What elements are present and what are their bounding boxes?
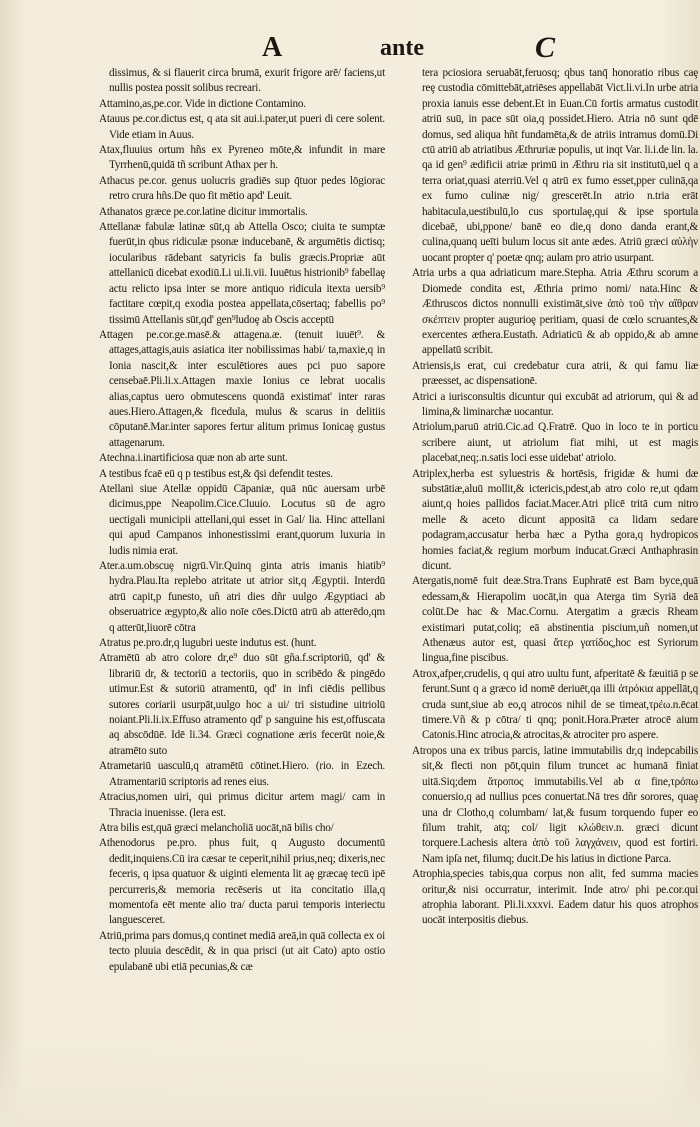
left-column [99, 66, 385, 975]
dictionary-entry: A testibus fcaē eū q p testibus est,& q̄si defendit testes. [99, 467, 333, 480]
dictionary-entry: Atriolum,paruū atriū.Cic.ad Q.Fratrē. Quo in loco te in porticu scribere aiunt, ut atriolum fiat mihi, ut est magis placebat,neq;.n.satis loci esse uidebat' atriolo. [412, 421, 698, 465]
dictionary-entry: Attagen pe.cor.ge.masē.& attagena.æ. (tenuit iuuēt⁹. & attages,attagis,auis asiatica iter nobilissimas habi/ ta,maxie,q in Ionia nascit,& inter esculētiores aues pci puo sapore censebaē.Pli.li.x.Attagen maxie Ionius ce lebrat uocalis alias,captus uero obmutescens quondā existimat' inter raras aues.Hiero.Attagen,& ficedula, mulus & scarus in delitiis cōputanē.Mar.inter sapores fertur alitum primus Ionicaȩ gustus attagenarum. [99, 328, 385, 449]
dictionary-entry: Atria urbs a qua adriaticum mare.Stepha. Atria Æthru scorum a Diomede condita est, Æthria primo nomi/ nata.Hinc & Æthruscos dictos nonnulli existimāt,sive ἀπὸ τοῦ τὴν αἴθραν σκέπτειν propter augurioȩ peritiam, quasi de cœlo scruantes,& exercentes æthera.Eustath. Adriaticū & ab oppido,& ab amne appellatū scribit. [412, 267, 698, 357]
running-head [0, 30, 700, 66]
dictionary-entry: dissimus, & si flauerit circa brumā, exurit frigore arē/ faciens,ut nullis postea possit solibus recreari. [109, 67, 385, 95]
dictionary-entry: Athacus pe.cor. genus uolucris gradiēs sup q̄tuor pedes lōgiorac retro crura hñs.De quo fit mētio apd' Leuit. [99, 174, 385, 203]
dictionary-entry: Athenodorus pe.pro. phus fuit, q Augusto documentū dedit,inquiens.Cū ira cæsar te ceperit,nihil prius,neq; dixeris,nec feceris, q ipsa quatuor & uiginti elementa lit aȩ græcaȩ tecū ipē percurreris,& memoria recēseris ut ita concitatio illa,q momentofa eēt mente alio tra/ ducta parui temporis interiectu languesceret. [99, 837, 385, 927]
dictionary-entry: Atax,fluuius ortum hñs ex Pyreneo mōte,& infundit in mare Tyrrhenū,quidā tñ scribunt Athax per h. [99, 144, 385, 172]
dictionary-entry: Atramētū ab atro colore dr,e⁹ duo sūt gña.f.scriptoriū, qd' & librariū dr, & tectoriū a tectoriis, quo in scribēdo & pingēdo utimur.Est & sutoriū atramentū, qd' in infi ciēdis pellibus sutores coriarii usurpāt,uulgo hoc a ui/ tri sistudine uitriolū noiant.Pli.li.ix.Effuso atramento qd' p sanguine his est,offuscata aq abscōdūē. Idē li.34. Græci cognatione æris fecerūt noie,& atramēto suto [99, 652, 385, 757]
running-head-letter-left: A [262, 32, 283, 63]
dictionary-entry: Atrophia,species tabis,qua corpus non alit, fed summa macies oritur,& nisi occurratur, interimit. Inde atro/ phi pe.cor.qui atrophia laborant. Pli.li.xxxvi. Eadem datur his quos atrophos uocāt interpositis diebus. [412, 868, 698, 927]
page-bottom-margin [0, 1037, 700, 1127]
dictionary-entry: Attellanæ fabulæ latinæ sūt,q ab Attella Osco; ciuita te sumptæ fuerūt,in qbus ridiculæ psonæ inducebanē, & argumētis dictisq; iocularibus rādebant satyricis fa bulis græcis.Propriæ aūt attellanicū dicebat exodiū.Li ui.li.vii. Iuuētus histrionib⁹ fabellaȩ actu relicto ipsa inter se more antiquo ridicula itexta uersib⁹ factitare cœpit,q exodia postea appellata,cōsertaq; fabellis po⁹ tissimū Attellanis sūt,qd' gen⁹ludoȩ ab Oscis acceptū [99, 221, 385, 326]
dictionary-entry: Atriensis,is erat, cui credebatur cura atrii, & qui famu liæ præesset, ac dispensationē. [412, 359, 698, 388]
dictionary-entry: Atropos una ex tribus parcis, latine immutabilis dr,q indepcabilis sit,& flecti non pōt,quin filum truncet ac humanā finiat uitā.Siq;dem ἄτροπος immutabilis.Vel ab α fine,τρόπω conuersio,q ad nullius pces conuertat.Nā tres dñr sorores, quaȩ una dr Clotho,q columbam/ lat,& fusum torquendo fuper eo filum trahit, atq; col/ ligit κλώθειν.n. græci dicunt torquere.Lachesis altera ἀπὸ τοῦ λαγχάνειν, quod est fortiri. Nam ipſa net, filumq; ducit.De his latius in dictione Parca. [412, 744, 698, 865]
dictionary-entry: Ater.a.um.obscuȩ nigrū.Vir.Quinq ginta atris imanis hiatib⁹ hydra.Plau.Ita replebo atritate ut atrior sit,q Ægyptii. Interdū atrū capit,p funesto, uñ atri dies dñr uulgo Ægyptiaci ab obseruatrice ægypto,& alio noīe cōes.Dictū atrū ab atterēdo,qm q atterūt,liuorē cōtra [99, 560, 385, 634]
dictionary-entry: Atrametariū uasculū,q atramētū cōtinet.Hiero. (rio. in Ezech. Atramentariū scriptoris ad renes eius. [99, 760, 385, 788]
dictionary-entry: Atra bilis est,quā græci melancholiā uocāt,nā bilis cho/ [99, 821, 334, 834]
dictionary-entry: tera pciosiora seruabāt,feruosq; qbus tanq̄ honoratio ribus caȩ reȩ custodia cōmittebāt,atriēses appellabāt Vict.li.vi.In urbe atria proxia ianuis esse debent.Et in Euan.Cū fortis armatus custodit atriū suū, in pace sūt oia,q possidet.Hiero. Atria nō sunt qdē domus, sed aliqua hñt fundamēta,& de atriis intramus domū.Di ctū atriū ab atriatibus Æthruriæ populis, ut inqt Var. li.i.de lin. la. qa id gen⁹ ædificii atriæ primū in Æthru ria sit institutū,uel q a terra oriat,quasi aterriū.Vel q atrū ex fumo esset,pper culinā,qa ex fumo culinæ nig/ grescerēt.In atrio n.tria erāt habitacula,uestibulū,lo cus sportulaȩ,qui & ipse sportula dicebaē, ubi,ppone/ banē eo die,q dono danda erant,& culina,quanq ueīti bulum locus sit ante ædes. Atriū græci αὐλὴν uocant propter q' poetæ qnq; aulam pro atrio usurpant. [422, 67, 698, 264]
dictionary-entry: Athanatos græce pe.cor.latine dicitur immortalis. [99, 205, 308, 218]
dictionary-entry: Atauus pe.cor.dictus est, q ata sit aui.i.pater,ut pueri di cere solent. Vide etiam in Auus. [99, 113, 385, 141]
dictionary-entry: Atechna.i.inartificiosa quæ non ab arte sunt. [99, 452, 288, 465]
dictionary-entry: Atracius,nomen uiri, qui primus dicitur artem magi/ cam in Thracia inuenisse. (lera est. [99, 791, 385, 819]
dictionary-entry: Atrici a iurisconsultis dicuntur qui excubāt ad atriorum, qui & ad limina,& liminarchæ uocantur. [412, 390, 698, 418]
dictionary-entry: Atratus pe.pro.dr,q lugubri ueste indutus est. (hunt. [99, 637, 317, 650]
dictionary-entry: Atriū,prima pars domus,q continet mediā areā,in quā collecta ex oi tecto pluuia descēdit, & in qua prisci (ut ait Cato) apto ostio epulabanē ubi etiā pecunias,& cæ [99, 929, 385, 973]
dictionary-entry: Atriplex,herba est syluestris & hortēsis, frigidæ & humi dæ substātiæ,aluū mollit,& ictericis,pdest,ab atro colo re,ut qdam aiunt,q hoies pallidos faciat.Macer.Atri plicē tritā cum nitro melle & aceto dicunt appositā ca lidam sedare podagram,accusatur herba hæc a Pytha gora,q hydropicos homies faciat,& regium morbum inducat.Græci Anthaphrasin dicunt. [412, 467, 698, 572]
running-head-letter-right: C [535, 31, 556, 64]
dictionary-entry: Atergatis,nomē fuit deæ.Stra.Trans Euphratē est Bam byce,quā edessam,& Hierapolim uocāt,in qua Aterga tim Syriā deā colūt.De hac & Mac.Cornu. Atergatim a græcis Rheam existimari putat,coliq; eā abstinentia piscium,uñ nomen,ut Athenæus autor est, quasi ἄτερ γατίδος,hoc est Syriorum lingua,fine piscibus. [412, 575, 698, 665]
dictionary-entry: Atrox,afper,crudelis, q qui atro uultu funt, afperitatē & fæuitiā p se ferunt.Sunt q a græco id nomē deriuēt,qa illi ἀτρόκια appellāt,q cruda sunt,siue ab eo,q atrocos nihil de se timeat,τρέω.n.ēcat timere.Vñ & p cōtra/ ti qnq; ponit.Hora.Præter atrocē aium Catonis.Hinc atrocia,& atrocitas,& atrociter pro aspere. [412, 667, 698, 742]
running-head-word: ante [380, 35, 424, 61]
right-column [412, 66, 698, 929]
dictionary-entry: Atellani siue Atellæ oppidū Cāpaniæ, quā nūc auersam urbē dicimus,ppe Neapolim.Cice.Cluuio. Locutus sū de agro uectigali municipii attellani,qui esset in Gal/ lia. Hinc attellani qui apud Campanos inhonestissimi erant,quorum luxuria in ludis nimia erat. [99, 482, 385, 557]
dictionary-entry: Attamino,as,pe.cor. Vide in dictione Contamino. [99, 97, 306, 110]
